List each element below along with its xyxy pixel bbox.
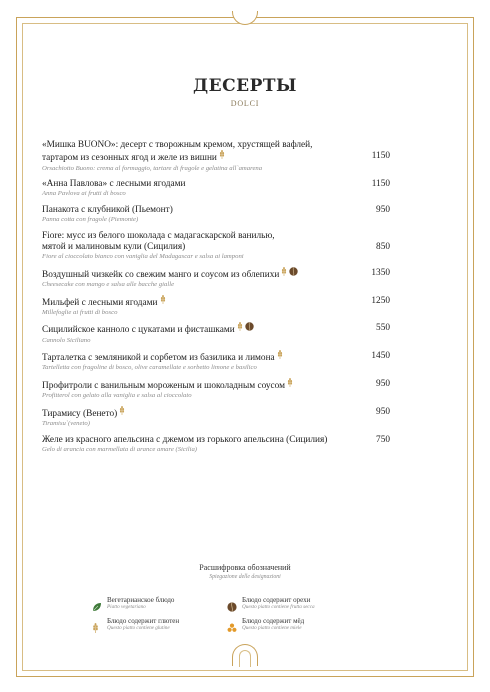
gluten-icon (92, 618, 99, 637)
honey-icon (227, 618, 237, 637)
item-name: Желе из красного апельсина с джемом из горького апельсина (Сицилия) (42, 434, 328, 445)
item-price: 750 (376, 434, 390, 445)
page-subtitle: DOLCI (230, 99, 260, 108)
item-description: Anna Pavlova ai frutti di bosco (42, 190, 126, 198)
legend-sublabel: Questo piatto contiene miele (242, 625, 302, 631)
item-price: 950 (376, 406, 390, 417)
item-description: Tiramisu`(veneto) (42, 420, 90, 428)
legend-vegetarian (107, 596, 174, 611)
item-description: Tartelletta con fragoline di bosco, olive caramellate e sorbetto limone e basilico (42, 364, 257, 372)
item-description: Orsachiotto Buono: crema al formaggio, tartare di fragole e gelatina all`amarena (42, 164, 263, 172)
menu-item (42, 407, 390, 429)
menu-item (42, 351, 390, 373)
item-price: 950 (376, 378, 390, 389)
item-price: 1450 (371, 351, 390, 362)
legend-sublabel: Questo piatto contiene glutine (107, 625, 170, 631)
legend-gluten (107, 617, 179, 632)
menu-item (42, 179, 390, 199)
bottom-ornament (232, 644, 258, 666)
item-name: Тарталетка с земляникой и сорбетом из базилика и лимона (42, 351, 390, 364)
item-name: Сицилийское канноло с цукатами и фисташками (42, 323, 390, 336)
legend-label: Вегетарианское блюдо (107, 596, 175, 604)
item-name: Мильфей с лесными ягодами (42, 296, 390, 309)
gluten-icon (237, 322, 243, 335)
item-name: Тирамису (Венето) (42, 407, 390, 420)
gluten-icon (160, 295, 166, 308)
legend-label: Блюдо содержит глютен (107, 617, 180, 625)
menu-item (42, 205, 390, 225)
item-description: Cheesecake con mango e salsa alle bacche gialle (42, 281, 175, 289)
menu-item (42, 296, 390, 318)
item-price: 1350 (371, 267, 390, 278)
menu-item (42, 379, 390, 401)
item-price: 950 (376, 204, 390, 215)
menu-item (42, 268, 390, 290)
item-description: Fiore al cioccolato bianco con vaniglia del Madagascar e salsa ai lamponi (42, 253, 244, 261)
menu-item (42, 435, 390, 455)
legend-label: Блюдо содержит орехи (242, 596, 311, 604)
legend-label: Блюдо содержит мёд (242, 617, 305, 625)
nuts-icon (289, 267, 298, 280)
item-name: «Анна Павлова» с лесными ягодами (42, 179, 186, 190)
item-name: Воздушный чизкейк со свежим манго и соусом из облепихи (42, 268, 390, 281)
item-description: Cannolo Siciliano (42, 336, 91, 344)
leaf-icon (92, 597, 102, 616)
item-price: 1150 (371, 179, 390, 190)
legend-sublabel: Questo piatto contiene frutta secca (242, 604, 315, 610)
gluten-icon (277, 350, 283, 363)
item-description: Panna cotta con fragole (Piemonte) (42, 216, 139, 224)
item-name: Панакота с клубникой (Пьемонт) (42, 204, 173, 215)
nuts-icon (245, 322, 254, 335)
item-name: Профитроли с ванильным мороженым и шоколадным соусом (42, 379, 390, 392)
legend-sublabel: Piatto vegetariano (107, 604, 146, 610)
item-name: «Мишка BUONO»: десерт с творожным кремом, хрустящей вафлей, (42, 140, 313, 150)
legend-title: Расшифровка обозначений (199, 563, 291, 572)
legend-nuts (242, 596, 315, 611)
gluten-icon (287, 378, 293, 391)
item-name-line2: мятой и малиновым кули (Сицилия) (42, 241, 186, 252)
legend-honey (242, 617, 304, 632)
item-name-line2: тартаром из сезонных ягод и желе из вишни (42, 151, 390, 164)
menu-item (42, 323, 390, 345)
item-name: Fiore: мусс из белого шоколада с мадагаскарской ванилью, (42, 230, 275, 241)
item-price: 1150 (371, 151, 390, 162)
page-title: ДЕСЕРТЫ (193, 76, 297, 96)
legend-subtitle: Spiegazione delle designazioni (209, 574, 281, 580)
item-description: Gelo di arancia con marmellata di arance amare (Sicilia) (42, 445, 198, 453)
item-price: 850 (376, 241, 390, 252)
item-description: Millefoglie ai frutti di bosco (42, 308, 118, 316)
item-description: Profitterol con gelato alla vaniglia e salsa al cioccolato (42, 392, 192, 400)
item-price: 550 (376, 323, 390, 334)
menu-item (42, 140, 390, 173)
dessert-menu (42, 140, 390, 460)
gluten-icon (281, 267, 287, 280)
gluten-icon (219, 150, 225, 163)
gluten-icon (119, 406, 125, 419)
nuts-icon (227, 597, 237, 616)
item-price: 1250 (371, 295, 390, 306)
menu-item (42, 231, 390, 262)
